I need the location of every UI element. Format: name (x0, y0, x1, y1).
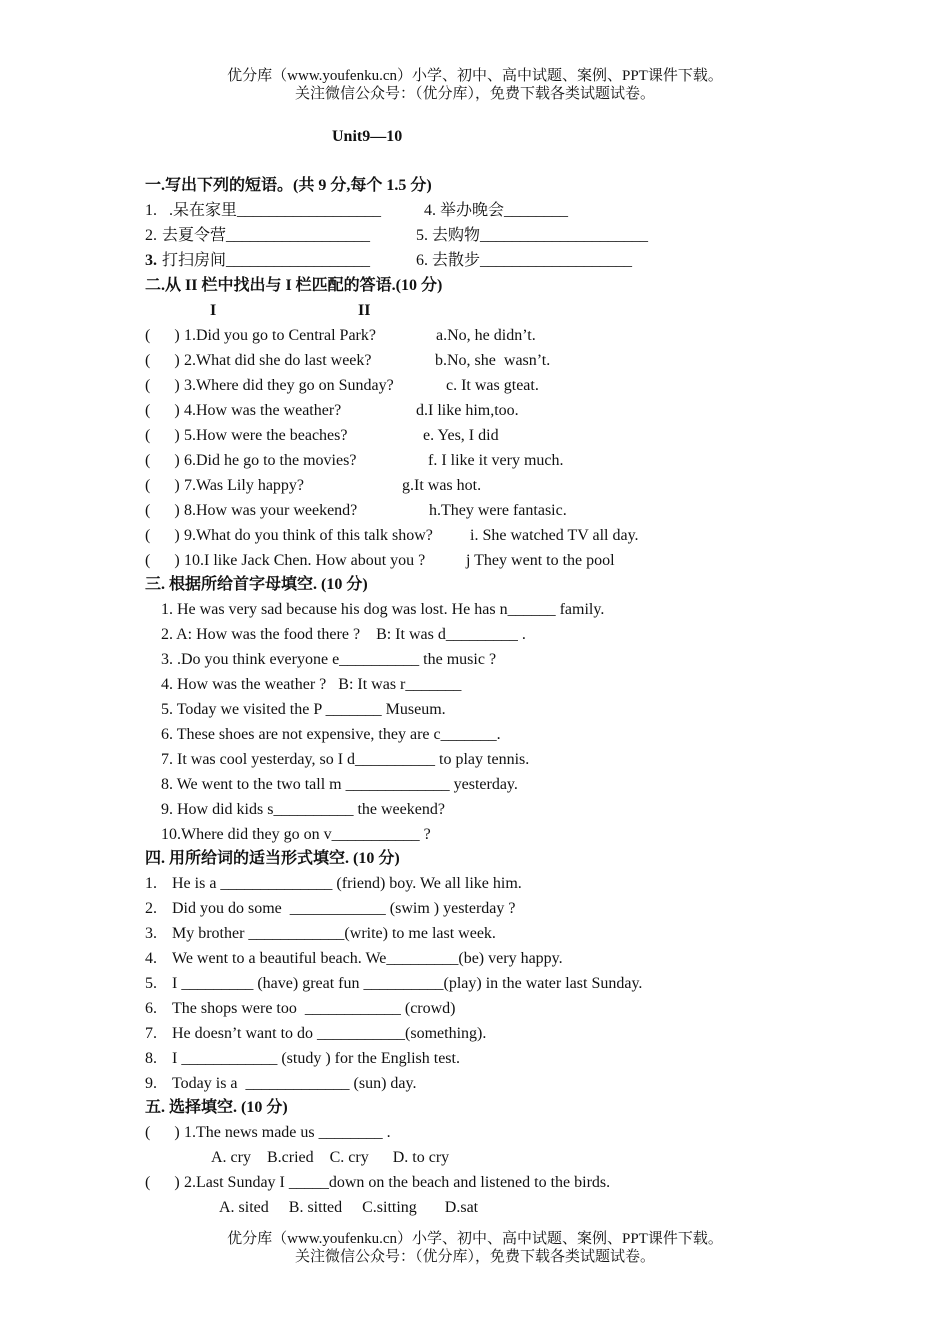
match-question: 10.I like Jack Chen. How about you ? (184, 552, 426, 569)
list-item: I _________ (have) great fun __________(play) in the water last Sunday. (172, 975, 643, 992)
s1-item-6: 6. 去散步___________________ (416, 252, 633, 269)
answer-blank[interactable]: ( ) (145, 477, 180, 494)
list-item: 6. These shoes are not expensive, they are c_______. (161, 726, 501, 743)
item-number: 6. (145, 1000, 157, 1017)
section-2-heading: 二.从 II 栏中找出与 I 栏匹配的答语.(10 分) (145, 277, 443, 294)
s1-item-3-left: 打扫房间__________________ (162, 252, 371, 269)
s1-item-1-num: 1. (145, 202, 157, 219)
footer-line-2: 关注微信公众号：（优分库），免费下载各类试题试卷。 (294, 1249, 655, 1265)
answer-blank[interactable]: ( ) (145, 552, 180, 569)
list-item: My brother ____________(write) to me last week. (172, 925, 496, 942)
match-answer: g.It was hot. (402, 477, 482, 494)
page-title: Unit9—10 (332, 128, 403, 145)
answer-blank[interactable]: ( ) (145, 502, 180, 519)
list-item: 4. How was the weather ? B: It was r_______ (161, 676, 462, 693)
s1-item-4: 4. 举办晚会________ (424, 202, 569, 219)
item-number: 4. (145, 950, 157, 967)
header-line-1: 优分库（www.youfenku.cn）小学、初中、高中试题、案例、PPT课件下载。 (227, 68, 723, 84)
list-item: He is a ______________ (friend) boy. We all like him. (172, 875, 522, 892)
choice-question-1: 1.The news made us ________ . (184, 1124, 391, 1141)
choice-options-2: A. sited B. sitted C.sitting D.sat (219, 1199, 479, 1216)
column-i-label: I (210, 302, 217, 319)
answer-blank[interactable]: ( ) (145, 527, 180, 544)
s1-item-3-num: 3. (145, 252, 157, 269)
match-question: 9.What do you think of this talk show? (184, 527, 433, 544)
item-number: 5. (145, 975, 157, 992)
match-question: 5.How were the beaches? (184, 427, 348, 444)
choice-question-2: 2.Last Sunday I _____down on the beach and listened to the birds. (184, 1174, 611, 1191)
list-item: 1. He was very sad because his dog was lost. He has n______ family. (161, 601, 605, 618)
answer-blank[interactable]: ( ) (145, 377, 180, 394)
match-question: 1.Did you go to Central Park? (184, 327, 376, 344)
list-item: Did you do some ____________ (swim ) yesterday ? (172, 900, 516, 917)
match-answer: d.I like him,too. (416, 402, 519, 419)
section-4-heading: 四. 用所给词的适当形式填空. (10 分) (145, 850, 400, 867)
list-item: 7. It was cool yesterday, so I d__________ to play tennis. (161, 751, 530, 768)
item-number: 1. (145, 875, 157, 892)
match-answer: j They went to the pool (466, 552, 615, 569)
list-item: 2. A: How was the food there ? B: It was d_________ . (161, 626, 526, 643)
match-question: 2.What did she do last week? (184, 352, 372, 369)
match-answer: h.They were fantasic. (429, 502, 567, 519)
answer-blank[interactable]: ( ) (145, 327, 180, 344)
match-question: 8.How was your weekend? (184, 502, 358, 519)
item-number: 3. (145, 925, 157, 942)
answer-blank[interactable]: ( ) (145, 1174, 180, 1191)
match-answer: f. I like it very much. (428, 452, 564, 469)
choice-options-1: A. cry B.cried C. cry D. to cry (211, 1149, 450, 1166)
list-item: 10.Where did they go on v___________ ? (161, 826, 431, 843)
s1-item-1-left: .呆在家里__________________ (169, 202, 382, 219)
match-question: 6.Did he go to the movies? (184, 452, 357, 469)
list-item: The shops were too ____________ (crowd) (172, 1000, 456, 1017)
list-item: 5. Today we visited the P _______ Museum. (161, 701, 446, 718)
list-item: Today is a _____________ (sun) day. (172, 1075, 417, 1092)
match-question: 7.Was Lily happy? (184, 477, 305, 494)
s1-item-5: 5. 去购物_____________________ (416, 227, 649, 244)
answer-blank[interactable]: ( ) (145, 427, 180, 444)
header-line-2: 关注微信公众号：（优分库），免费下载各类试题试卷。 (294, 86, 655, 102)
match-question: 3.Where did they go on Sunday? (184, 377, 394, 394)
item-number: 2. (145, 900, 157, 917)
answer-blank[interactable]: ( ) (145, 1124, 180, 1141)
list-item: 9. How did kids s__________ the weekend? (161, 801, 445, 818)
item-number: 7. (145, 1025, 157, 1042)
s1-item-2-num: 2. (145, 227, 157, 244)
match-answer: e. Yes, I did (423, 427, 499, 444)
list-item: 3. .Do you think everyone e__________ the music ? (161, 651, 497, 668)
match-answer: b.No, she wasn’t. (435, 352, 551, 369)
match-answer: c. It was gteat. (446, 377, 539, 394)
section-5-heading: 五. 选择填空. (10 分) (145, 1099, 288, 1116)
item-number: 8. (145, 1050, 157, 1067)
match-answer: a.No, he didn’t. (436, 327, 536, 344)
match-answer: i. She watched TV all day. (470, 527, 639, 544)
section-1-heading: 一.写出下列的短语。(共 9 分,每个 1.5 分) (145, 177, 432, 194)
match-question: 4.How was the weather? (184, 402, 342, 419)
answer-blank[interactable]: ( ) (145, 402, 180, 419)
list-item: We went to a beautiful beach. We_________(be) very happy. (172, 950, 563, 967)
list-item: He doesn’t want to do ___________(something). (172, 1025, 487, 1042)
section-3-heading: 三. 根据所给首字母填空. (10 分) (145, 576, 368, 593)
footer-line-1: 优分库（www.youfenku.cn）小学、初中、高中试题、案例、PPT课件下载。 (227, 1231, 723, 1247)
list-item: I ____________ (study ) for the English test. (172, 1050, 460, 1067)
answer-blank[interactable]: ( ) (145, 452, 180, 469)
list-item: 8. We went to the two tall m _____________ yesterday. (161, 776, 518, 793)
answer-blank[interactable]: ( ) (145, 352, 180, 369)
column-ii-label: II (358, 302, 371, 319)
s1-item-2-left: 去夏令营__________________ (162, 227, 371, 244)
item-number: 9. (145, 1075, 157, 1092)
